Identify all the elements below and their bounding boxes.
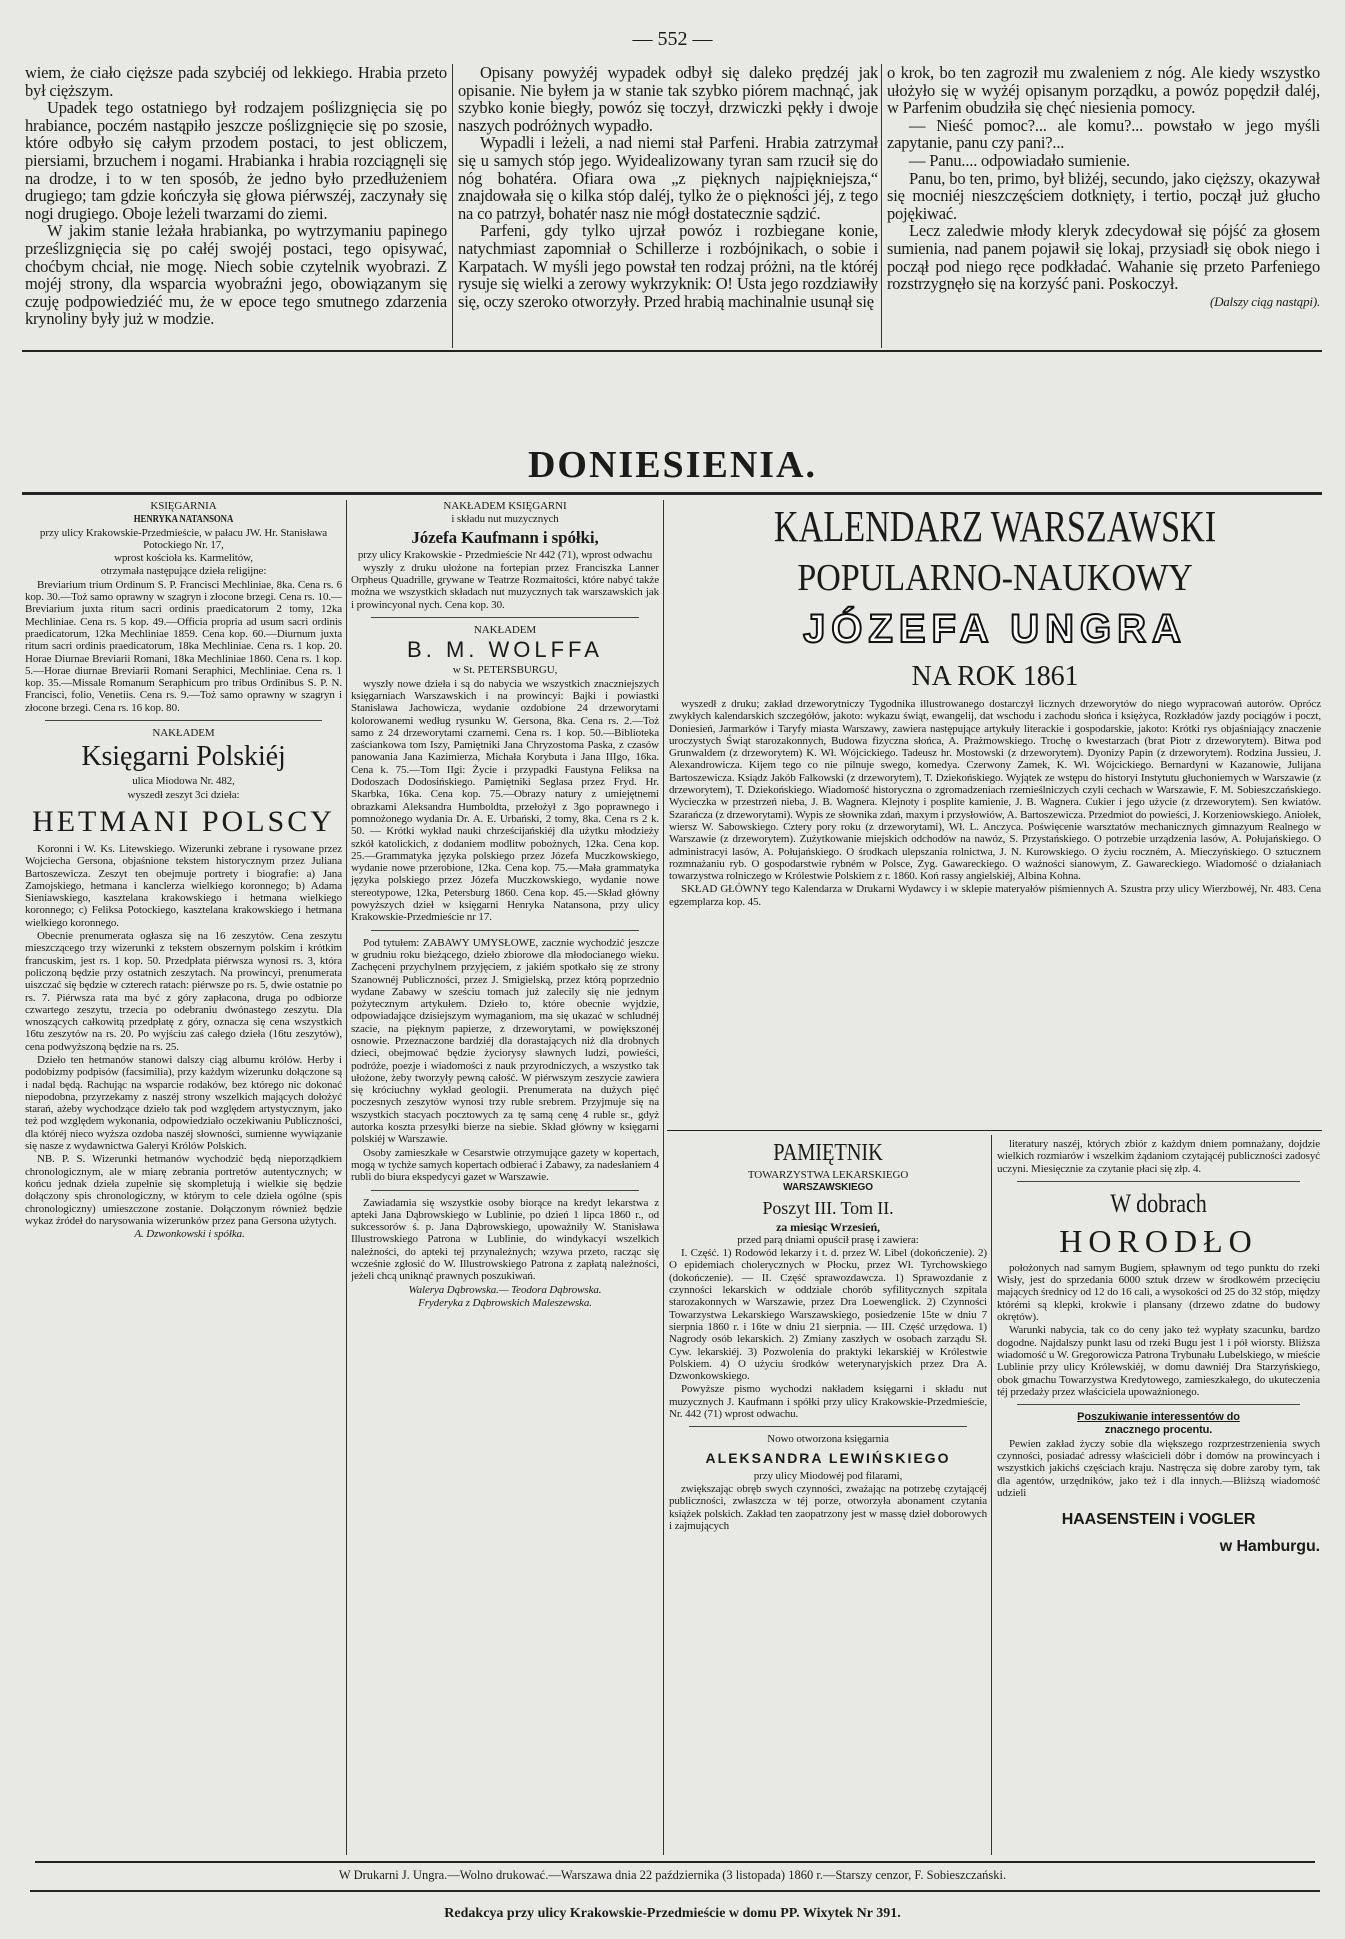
ad-text: otrzymała następujące dzieła religijne: bbox=[100, 565, 267, 578]
section-title: DONIESIENIA. bbox=[527, 444, 818, 486]
ad-heading: znacznego procentu. bbox=[1104, 1424, 1213, 1437]
paragraph: o krok, bo ten zagroził mu zwaleniem z nóg. Ale kiedy wszystko ułożyło się w wyżéj opisanym porządku, a powóz popędził daléj, w Parfenim obudziła się chęć niesienia pomocy. bbox=[887, 64, 1320, 118]
ad-address: ulica Miodowa Nr. 482, bbox=[132, 775, 235, 788]
paragraph: wiem, że ciało cięższe pada szybciéj od lekkiego. Hrabia przeto był cięższym. bbox=[25, 64, 447, 100]
column-divider bbox=[452, 64, 453, 348]
continued-note: (Dalszy ciąg nastąpi). bbox=[1209, 293, 1320, 309]
paragraph: Wypadli i leżeli, a nad niemi stał Parfeni. Hrabia zatrzymał się u samych stóp jego. Wyidealizowany tyran sam rzucił się do nóg bohatéra. Ofiara owa „z pięknych najpiękniejsza,“ znajdowała się o kilka stóp daléj, tylko że o piękności jéj, z tego na co patrzył, bohatér nasz nie mógł dostatecznie sądzić. bbox=[458, 133, 878, 223]
ad-wolff bbox=[351, 624, 659, 924]
section-rule bbox=[22, 492, 1322, 495]
divider bbox=[371, 1190, 639, 1191]
ads-column-3a bbox=[669, 1138, 987, 1860]
ad-body: Breviarium trium Ordinum S. P. Francisci Mechliniae, 8ka. Cena rs. 6 kop. 30.—Toż samo oprawny w szagryn i złocone brzegi. Cena rs. 10.—Breviarium juxta ritum sacri ordinis praedicatorum 2 tomy, 12ka Mechliniae. Cena rs. 5 kop. 49.—Officia propria ad usum sacri ordinis praedicatorum, 12ka Mechliniae 1859. Cena kop. 60.—Diurnum juxta ritum sacri ordinis praedicatorum, 18ka Mechliniae. Cena rs. 1 kop. 20. Horae Diurnae Breviarii Romani, 18ka Mechliniae 1860. Cena rs. 1 kop. 5.—Horae diurnae Breviarii Romani Seraphici, Mechliniae. Cena rs. 1 kop. 35.—Missale Romanum Seraphicum pro tribus Ordinibus S. P. N. Francisci, folio, Venetiis. Cena rs. 9.—Toż samo oprawny w szagryn i złocone brzegi. Cena rs. 16 kop. 80. bbox=[25, 578, 342, 714]
ad-kicker: NAKŁADEM bbox=[152, 727, 215, 740]
ad-body: Pod tytułem: ZABAWY UMYSŁOWE, zacznie wychodzić jeszcze w grudniu roku bieżącego, dzieło zbiorowe dla młodocianego wieku. Zachęceni przychylnem przyjęciem, z jakiém spotkało się ze strony Szanownéj Publiczności, przez J. Smigielską, przez którą poprzednio wydane Zabawy w sześciu tomach już zalecily się nie jednym pożytecznym artykułem. Dzieło to, które obecnie wyjdzie, odpowiadające dzisiejszym wymaganiom, ma się ukazać w schludnéj szacie, na pięknym papierze, z drzeworytami, w powiększonéj osnowie. Przeznaczone bardziéj dla dorastających niż dla drobnych dzieci, obejmować będzie życiorysy sławnych ludzi, powieści, podróże, poezje i wiadomości z nauk przyrodniczych, a wszystko tak ułożone, żeby tworzyły pewną całość. W piérwszym zeszycie zawiera się króciuchny wykład geologii. Prenumerata na dużych pięć poczesnych zeszytów wynosi trzy ruble srebrem. Przyjmuje się na wszystkich stacyach pocztowych za tę samą cenę 4 ruble sr., gdyż autorka koszta przesyłki bierze na siebie. Skład główny w księgarni polskiéj w Warszawie. bbox=[351, 936, 659, 1146]
ads-column-2 bbox=[351, 500, 659, 1860]
ad-body: I. Część. 1) Rodowód lekarzy i t. d. przez W. Libel (dokończenie). 2) O epidemiach cholerycznych w Płocku, przez Wł. Tyrchowskiego (dokończenie). — II. Część sprawozdawcza. 1) Sprawozdanie z czynności lekarskich w oddziale chorób syfilitycznych szpitala starozakonnych w Warszawie, przez Dra Loewenglick. 2) Czynności Towarzystwa Lekarskiego Warszawskiego, posiedzenie 15te w dniu 7 sierpnia 1860 r. i 16te w dniu 21 sierpnia. — III. Część urzędowa. 1) Nagrody osób lekarskich. 2) Zmiany zaszłych w osobach zarządu Sł. Cyw. lekarskiéj. 3) Pozwolenia do praktyki lekarskiéj w Królestwie Polskiem. 4) O użyciu środków weterynaryjskich przez Dra A. Dzwonkowskiego. bbox=[669, 1247, 987, 1383]
paragraph: W jakim stanie leżała hrabianka, po wytrzymaniu papinego prześlizgnięcia się po całéj swojéj postaci, tego opisywać, choćbym chciał, nie mogę. Niech sobie czytelnik wyobrazi. Z mojéj strony, dla wsparcia wyobraźni jego, obowiązanym się czuję podpowiedziéć mu, że w epoce tego smutnego zdarzenia krynoliny były już w modzie. bbox=[25, 221, 447, 329]
ad-pamietnik bbox=[669, 1138, 987, 1420]
ad-heading: HENRYKA NATANSONA bbox=[133, 513, 234, 526]
column-divider bbox=[881, 64, 882, 348]
ad-heading: TOWARZYSTWA LEKARSKIEGO bbox=[747, 1169, 909, 1181]
ad-heading: ALEKSANDRA LEWIŃSKIEGO bbox=[705, 1449, 951, 1466]
column-divider bbox=[991, 1135, 992, 1855]
ad-signature: Fryderyka z Dąbrowskich Maleszewska. bbox=[418, 1296, 592, 1309]
ad-kalendarz bbox=[669, 500, 1321, 1125]
ad-body: Zawiadamia się wszystkie osoby biorące na kredyt lekarstwa z apteki Jana Dąbrowskiego w Lublinie, po dzień 1 lipca 1860 r., od sukcessorów ś. p. Jana Dąbrowskiego, upoważniły W. Stanisława Illustrowskiego Patrona w Lublinie, do windykacyi wszelkich należności, do apteki tej przynależnych; wzywa przeto, racząc się wcześnie zgłosić do W. Illustrowskiego Patrona z zapłatą należności, jeżeli chcą uniknąć prawnych poszukiwań. bbox=[351, 1196, 659, 1283]
ad-body: Warunki nabycia, tak co do ceny jako też wypłaty szacunku, bardzo dogodne. Najdalszy punkt lasu od rzeki Bugu jest 1 i pół wiorsty. Bliższa wiadomość u W. Gregorowicza Patrona Trybunału Lubelskiego, w mieście Lublinie przy ulicy Królewskiéj, w domu dawniéj Dra Starzyńskiego, obok gmachu Towarzystwa Kredytowego, zamieszkałego, do ukuteczenia téj przedaży przez właściciela upoważnionego. bbox=[997, 1324, 1320, 1398]
paragraph: — Panu.... odpowiadało sumienie. bbox=[909, 150, 1130, 170]
ad-body: położonych nad samym Bugiem, spławnym od tego punktu do rzeki Wisły, jest do sprzedania 6000 sztuk drzew w środkowém przecięciu mających średnicy od 12 do 16 cali, a wysokości od 25 do 32 stóp, między którémi są klepki, krokwie i plansany (drzewo zdatne do budowy okrętów). bbox=[997, 1261, 1320, 1324]
divider bbox=[689, 1426, 967, 1427]
divider bbox=[1017, 1181, 1300, 1182]
ad-body: Obecnie prenumerata ogłasza się na 16 zeszytów. Cena zeszytu mieszczącego trzy wizerunki z tekstem obszernym polskim i krótkim francuskim, jest rs. 1 kop. 50. Przedpłata piérwsza wynosi rs. 3, która policzoną będzie przy ostatnich zeszytach. Na prowincyi, prenumerata uiszczać się będzie w czterech ratach: piérwsze po rs. 5, dwie ostatnie po rs. 7. Piérwsza rata ma być z góry zapłacona, druga po odbiorze czwartego zeszytu, trzecia po odebraniu dwónastego zeszytu. Dla wnoszących całkowitą przedpłatę z góry, oznacza się cena wszystkich 16tu zeszytów na rs. 20. Po wyjściu zaś całego dzieła (16tu zeszytów), cena podwyższoną będzie na rs. 25. bbox=[25, 930, 342, 1053]
paragraph: Upadek tego ostatniego był rodzajem poślizgnięcia się po hrabiance, poczém nastąpiło jeszcze poślizgnięcie się po szosie, które odbyło się całym przodem postaci, to jest obliczem, piersiami, brzuchem i nogami. Hrabianka i hrabia rozciągnęli się na drodze, i to w ten sposób, że jedno było przedłużeniem drugiego; tam gdzie kończyła się głowa piérwszéj, zaczynały się nogi drugiego. Oboje leżeli twarzami do ziemi. bbox=[25, 98, 447, 223]
ad-kaufmann bbox=[351, 500, 659, 611]
ad-text: w St. PETERSBURGU, bbox=[452, 664, 558, 677]
ad-dabrowska bbox=[351, 1197, 659, 1310]
divider bbox=[1017, 1404, 1300, 1405]
ad-subheading: Poszyt III. Tom II. bbox=[762, 1197, 894, 1218]
ad-signature: HAASENSTEIN i VOGLER bbox=[1061, 1511, 1256, 1529]
ad-text: i składu nut muzycznych bbox=[451, 513, 559, 526]
ad-kicker: NAKŁADEM bbox=[473, 624, 537, 637]
ad-body: Pewien zakład życzy sobie dla większego rozprzestrzenienia swych czynności, posiadać adressy właścicieli dóbr i domów na prowincyach i wszystkich jakichś częściach kraju. Nastręcza się dobre zaroby tym, tak dla agentów, urzędników, jako też i dla innych.—Bliższą wiadomość udzieli bbox=[997, 1437, 1320, 1499]
ad-heading: W dobrach bbox=[1110, 1188, 1207, 1218]
ad-address: przy ulicy Krakowskie-Przedmieście, w pałacu JW. Hr. Stanisława Potockiego Nr. 17, bbox=[39, 526, 328, 551]
divider bbox=[371, 930, 639, 931]
section-rule bbox=[22, 350, 1322, 352]
ad-text: Nowo otworzona księgarnia bbox=[767, 1433, 889, 1446]
ad-body: Koronni i W. Ks. Litewskiego. Wizerunki zebrane i rysowane przez Wojciecha Gersona, objaśnione tekstem historycznym przez Juliana Bartoszewicza. Zeszyt ten obejmuje portrety i biografie: a) Jana Zamojskiego, hetmana i kanclerza wielkiego koronnego; b) Adama Sieniawskiego, kasztelana krakowskiego i hetmana wielkiego koronnego; c) Feliksa Potockiego, kasztelana krakowskiego i hetmana wielkiego koronnego. bbox=[25, 842, 342, 929]
ad-ksiegarnia-polska bbox=[25, 727, 342, 1240]
ad-natanson bbox=[25, 500, 342, 714]
ad-zabawy bbox=[351, 937, 659, 1184]
ad-horodlo bbox=[997, 1188, 1320, 1398]
divider bbox=[667, 1130, 1322, 1131]
page-number: — 552 — bbox=[632, 28, 713, 50]
ad-body: Osoby zamieszkałe w Cesarstwie otrzymujące gazety w kopertach, mogą w tychże samych kopertach odbierać i Zabawy, za nadesłaniem 4 rubli do biura ekspedycyi gazet w Warszawie. bbox=[351, 1146, 659, 1184]
ad-signature: Walerya Dąbrowska.— Teodora Dąbrowska. bbox=[408, 1283, 602, 1296]
story-column-2 bbox=[458, 64, 878, 348]
ad-subheading: NA ROK 1861 bbox=[911, 661, 1079, 692]
ad-heading: Księgarni Polskiéj bbox=[81, 741, 286, 773]
ad-poszukiwanie bbox=[997, 1411, 1320, 1560]
ad-body: Powyższe pismo wychodzi nakładem księgarni i składu nut muzycznych J. Kaufmann i spółki przy ulicy Krakowskie-Przedmieście, Nr. 442 (71) wprost odwachu. bbox=[669, 1383, 987, 1421]
ad-heading: PAMIĘTNIK bbox=[773, 1140, 883, 1166]
ad-body: Dzieło ten hetmanów stanowi dalszy ciąg albumu królów. Herby i podobizmy podpisów (facsimilia), przy każdym wizerunku dołączone są i nadal będą. Rachując na wsparcie rodaków, bez którego nic dokonać niepodobna, przyrzekamy z naszéj strony wszelkich mających dołożyć starań, ażeby wychodzące dzieło tak pod względem artystycznym, jako też pod względem wykonania, odpowiedziało oczekiwaniu Publiczności, dla któréj nieco wyższa ozdoba naszéj słowności, sumienne wywiązanie się nasze z wydawnictwa Galeryi Królów Polskich. bbox=[25, 1053, 342, 1153]
ad-body: wyszły nowe dzieła i są do nabycia we wszystkich znaczniejszych księgarniach Warszawskich i na prowincyi: Bajki i powiastki Stanisława Jachowicza, wydanie ozdobione 24 drzeworytami kolorowanemi według rysunku W. Gersona, 8ka. Cena rs. 2.—Toż samo z 24 drzeworytami czarnemi. Cena rs. 1 kop. 50.—Biblioteka zaściankowa tom Iszy, Pamiętniki Jana Chryzostoma Paska, z czasów panowania Jana Kazimierza, Michała Korybuta i Jana IIIgo, 16ka. Cena k. 75.—Tom IIgi: Życie i przypadki Faustyna Feliksa na Dodoszach Dodosińskiego. Pamiętniki Seglasa przez Fryd. Hr. Skarbka, 16ka. Cena kop. 75.—Obrazy natury z umiejętnemi obrazkami Aleksandra Humboldta, przełożył z 3go poprawnego i pomnożonego wydania Dr. A. E. Urbański, 2 tomy, 8ka. Cena rs 2 k. 50. — Krótki wykład nauki chrześcijańskiéj dla użytku młodzieży szkół katolickich, z dodaniem modlitw pobożnych, 12ka. Cena kop. 25.—Grammatyka języka polskiego przez Józefa Muczkowskiego, wydanie nowe przerobione, 12ka. Cena kop. 75.—Mała grammatyka języka polskiego przez Józefa Muczkowskiego, wydanie nowe stereotypowe, 12ka, Petersburg 1860. Cena kop. 45.—Skład główny powyższych dzieł w księgarni Henryka Natansona, przy ulicy Krakowskie-Przedmieście nr 17. bbox=[351, 677, 659, 924]
ad-text: WARSZAWSKIEGO bbox=[783, 1182, 873, 1194]
ad-signature: w Hamburgu. bbox=[1219, 1538, 1320, 1556]
ads-column-1 bbox=[25, 500, 342, 1860]
ad-heading: Poszukiwanie interessentów do bbox=[1077, 1411, 1240, 1424]
ad-text: przed parą dniami opuścił prasę i zawiera: bbox=[737, 1233, 919, 1246]
story-column-3 bbox=[887, 64, 1320, 348]
ad-body: wyszły z druku ułożone na fortepian przez Franciszka Lanner Orpheus Quadrille, grywane w Teatrze Rozmaitości, które nabyć także można we wszystkich składach nut muzycznych tak warszawskich jak i prowincyonal nych. Cena kop. 30. bbox=[351, 561, 659, 611]
ad-body: literatury naszéj, których zbiór z każdym dniem pomnażany, dojdzie wielkich rozmiarów i wszelkim żądaniom czytającéj publiczności zadosyć uczyni. Miesięcznie za czytanie płaci się złp. 4. bbox=[997, 1138, 1320, 1175]
paragraph: Panu, bo ten, primo, był bliżéj, secundo, jako cięższy, okazywał się mocniéj nieszczęściem dotknięty, i tertio, począł już głucho pojękiwać. bbox=[887, 168, 1320, 223]
ad-text: wyszedł zeszyt 3ci dzieła: bbox=[127, 788, 240, 801]
ad-address: przy ulicy Miodowéj pod filarami, bbox=[753, 1469, 903, 1482]
ad-heading: B. M. WOLFFA bbox=[407, 637, 603, 663]
ads-column-3b bbox=[997, 1138, 1320, 1860]
divider bbox=[45, 720, 322, 721]
ad-heading: Józefa Kaufmann i spółki, bbox=[411, 527, 599, 547]
ad-signature: A. Dzwonkowski i spółka. bbox=[134, 1228, 245, 1241]
divider bbox=[371, 617, 639, 618]
imprint: W Drukarni J. Ungra.—Wolno drukować.—Warszawa dnia 22 października (3 listopada) 1860 r.—Starszy cenzor, F. Sobieszczański. bbox=[338, 1868, 1007, 1882]
ad-body: zwiększając obręb swych czynności, zważając na potrzebę czytającéj publiczności, zwłaszcza w téj porze, otworzyła abonament czytania książek polskich. Zakład ten zaopatrzony jest w massę dzieł doborowych i zajmujących bbox=[669, 1482, 987, 1532]
ad-text: wprost kościoła ks. Karmelitów, bbox=[114, 552, 253, 565]
ad-heading-ornamental: JÓZEFA UNGRA bbox=[803, 607, 1187, 651]
ad-lewinski bbox=[669, 1433, 987, 1532]
ad-address: przy ulicy Krakowskie - Przedmieście Nr 442 (71), wprost odwachu bbox=[357, 548, 653, 561]
footer-rule bbox=[35, 1861, 1315, 1863]
paragraph: Lecz zaledwie młody kleryk zdecydował się pójść za głosem sumienia, nad panem pojawił się lokaj, przysiadł się obok niego i począł pod niego ręce podkładać. Wahanie się przeto Parfeniego rozstrzygnęło się na korzyść pani. Poskoczył. bbox=[887, 221, 1320, 294]
column-divider bbox=[346, 500, 347, 1855]
ad-kicker: NAKŁADEM KSIĘGARNI bbox=[443, 500, 567, 512]
ad-heading: POPULARNO-NAUKOWY bbox=[797, 557, 1193, 599]
story-column-1 bbox=[25, 64, 447, 348]
ad-text: za miesiąc Wrzesień, bbox=[776, 1219, 880, 1234]
ad-heading: KALENDARZ WARSZAWSKI bbox=[773, 502, 1217, 551]
paragraph: Opisany powyżéj wypadek odbył się daleko prędzéj jak opisanie. Nie byłem ja w stanie tak szybko piórem machnąć, jak szybko konie biegły, powóz się toczył, drzwiczki pękły i dwoje naszych podróżnych wypadło. bbox=[458, 64, 878, 135]
ad-title: HETMANI POLSCY bbox=[32, 804, 335, 838]
footer-rule bbox=[30, 1890, 1320, 1892]
ad-body: SKŁAD GŁÓWNY tego Kalendarza w Drukarni Wydawcy i w sklepie materyałów piśmiennych A. Szustra przy ulicy Wierzbowéj, Nr. 483. Cena egzemplarza kop. 45. bbox=[669, 883, 1321, 908]
ad-body: wyszedł z druku; zakład drzeworytniczy Tygodnika illustrowanego dostarczył licznych drzeworytów do niego wypracowań autorów. Oprócz zwykłych kalendarskich szczegółów, jakoto: wykazu świąt, ewangelij, dat wschodu i zachodu słońca i księżyca, Rozkładów jazdy pociągów i poczt, Doniesień, Jarmarków i Taryfy miasta Warszawy, zawiera następujące artykuły literackie i gospodarskie, jakoto: Krótki rys objaśniający znaczenie uroczystych Świąt starozakonnych, Budowa fizyczna słońca, A. Prażmowskiego. Trochę o kwestarzach (brat Piotr z drzeworytem). Bitwa pod Grunwaldem (z drzeworytem) K. Wł. Wójcickiego. Tadeusz hr. Mostowski (z drzeworytem). Dyonizy Papin (z drzeworytem). Rodzina Jussieu, J. Alexandrowicza. Kijem tego co nie pilnuje swego, komedya. Czerwony Zamek, K. Wł. Wójcickiego. Bernardyni w Kazanowie, Julijana Bartoszewicza. Ksiądz Jakób Falkowski (z drzeworytem), T. Dziekońskiego. Wyjątek ze wstępu do historyi Instytutu głuchoniemych w Warszawie (z drzeworytem), T. Dziekońskiego. Wiadomość historyczna o zgromadzeniach rzemieślniczych czyli cechach w Warszawie, F. M. Sobieszczańskiego. Wycieczka w przestrzeń nieba, J. B. Wagnera. Klejnoty i posplite kamienie, J. B. Wagnera. Cukier i jego użycie (z drzeworytem). Sen kwiatów. Szarańcza (z drzeworytami). Wypis ze słownika zdań, maxym i przysłowiów, A. Bartoszewicza. Przedmiot do powieści, J. Korzeniowskiego. Aniołek, wiersz W. Sabowskiego. Cztery pory roku (z drzeworytami), Wł. L. Anczyca. Poświęcenie warsztatów mechanicznych gimnazyum Realnego w Warszawie (z drzeworytem). Zużytkowanie miejskich odchodów na nawóz, S. Przystańskiego. O potrzebie urządzenia lasów, A. Połujańskiego. O administracyi lasów, A. Połujańskiego. O środkach ulepszania rolnictwa, J. N. Kurowskiego. O życiu roczném, A. Mieczyńskiego. O sztucznem rozmnażaniu ryb. O gospodarstwie rybném w Polsce, Zyg. Gawareckiego. O ważności sianowym, Z. Gawareckiego. Wiadomość o działaniach towarzystwa rolniczego w Królestwie Polskiem z r. 1860. Koń rassy angielskiéj, Albina Kohna. bbox=[669, 698, 1321, 883]
editorial-address: Redakcya przy ulicy Krakowskie-Przedmieście w domu PP. Wixytek Nr 391. bbox=[444, 1906, 901, 1921]
paragraph: — Nieść pomoc?... ale komu?... powstało w jego myśli zapytanie, panu czy pani?... bbox=[887, 115, 1320, 153]
ad-heading: HORODŁO bbox=[1059, 1222, 1258, 1259]
ad-body: NB. P. S. Wizerunki hetmanów wychodzić będą nieporządkiem chronologicznym, ale w miarę zebrania portretów autentycznych; w końcu jednak dzieła zupełnie się skompletują i wielkie się będzie dołączony spis chronologiczny, w którym to cele dzieła ogólne (spis chronologiczny) umieszczone zostanie. Dołączonym również będzie wykaz źródeł do narysowania wizerunków przez pana Gersona użytych. bbox=[25, 1153, 342, 1227]
paragraph: Parfeni, gdy tylko ujrzał powóz i rozbiegane konie, natychmiast zapomniał o Schillerze i rozbójnikach, o sobie i Karpatach. W myśli jego powstał ten rodzaj próżni, na tle któréj rysuje się wielki a zerowy wykrzyknik: O! Usta jego rozdziawiły się, oczy szeroko otworzyły. Przed hrabią machinalnie usunął się bbox=[458, 221, 878, 311]
ad-kicker: KSIĘGARNIA bbox=[150, 500, 217, 512]
column-divider bbox=[663, 500, 664, 1855]
